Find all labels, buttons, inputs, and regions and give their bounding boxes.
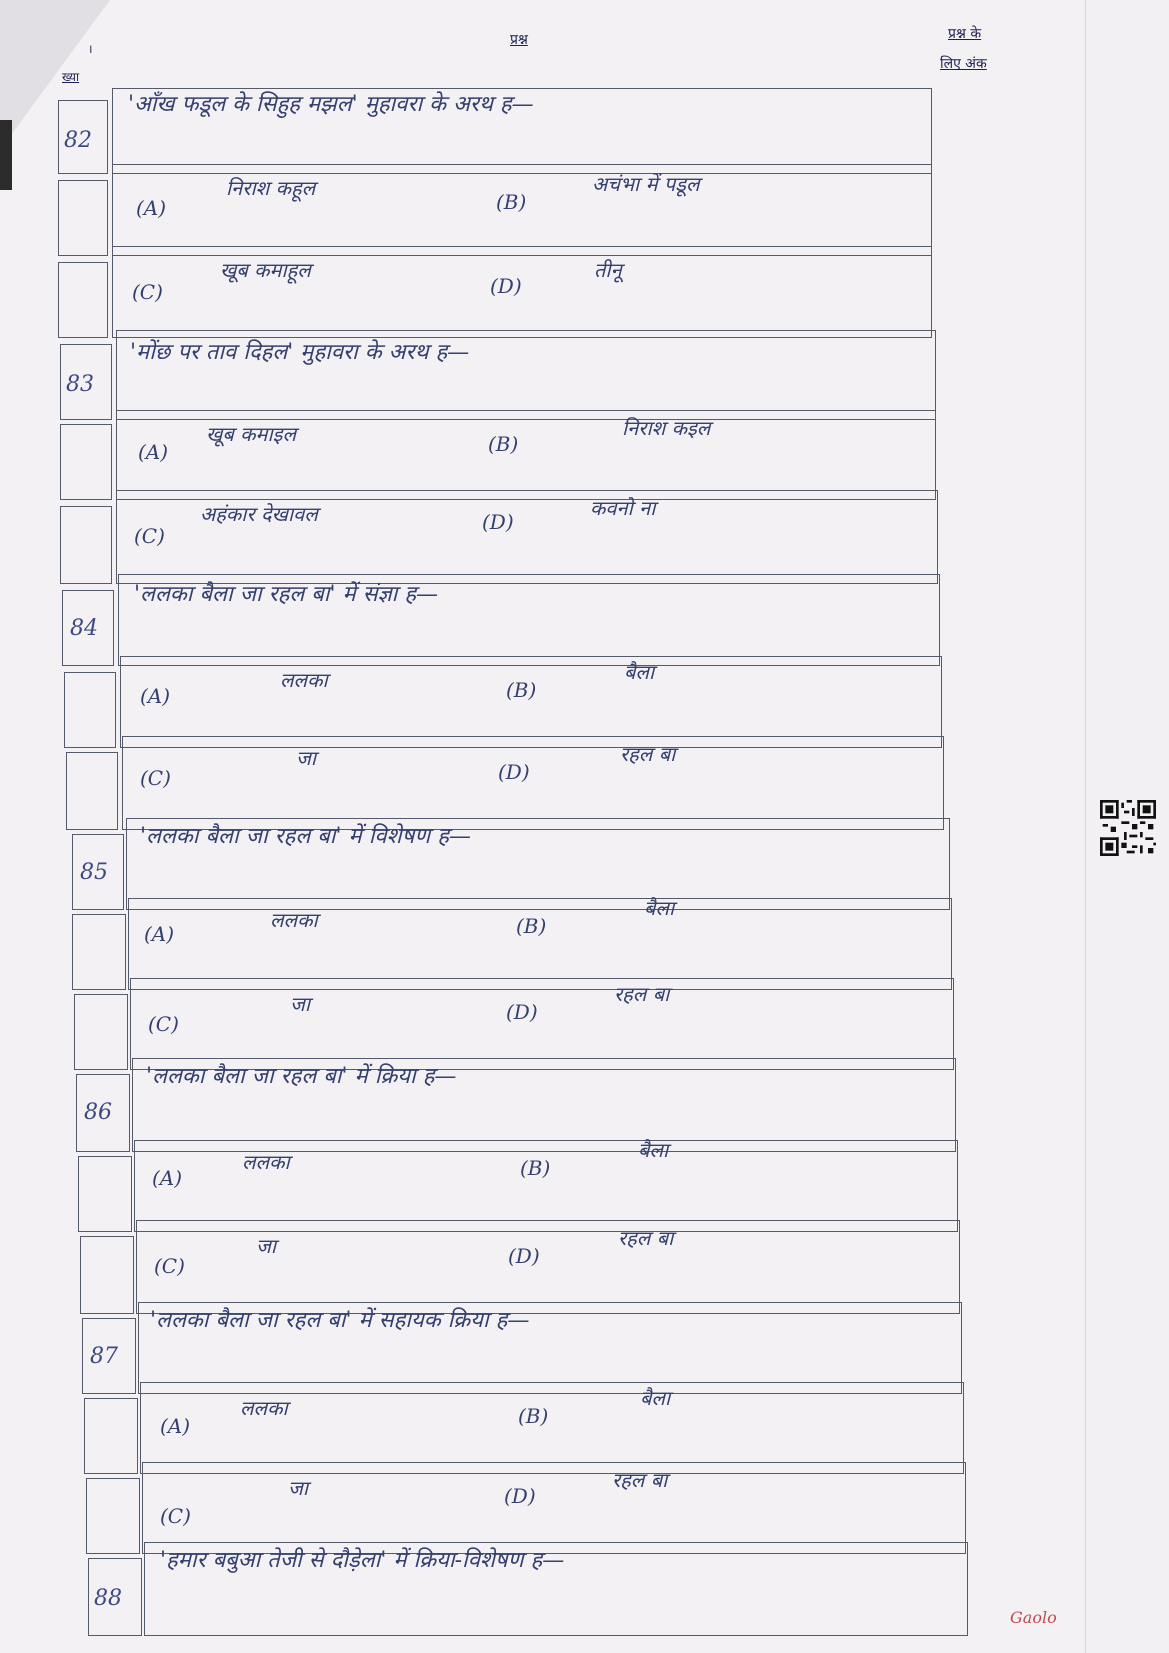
option-d-text: तीनू bbox=[594, 258, 622, 282]
option-d-text: कवनो ना bbox=[590, 496, 656, 520]
option-c-label: (C) bbox=[160, 1504, 191, 1528]
option-b-text: अचंभा में पडूल bbox=[592, 172, 700, 196]
option-line-box bbox=[122, 736, 944, 830]
option-line-box bbox=[128, 898, 952, 990]
option-b-label: (B) bbox=[518, 1404, 549, 1428]
header-left-mark: । bbox=[88, 42, 93, 56]
option-c-label: (C) bbox=[134, 524, 165, 548]
question-text: 'ललका बैला जा रहल बा' में क्रिया ह— bbox=[146, 1064, 457, 1089]
option-number-box bbox=[66, 752, 118, 830]
question-text: 'हमार बबुआ तेजी से दौड़ेला' में क्रिया-विशेषण ह— bbox=[160, 1548, 565, 1573]
option-b-text: बैला bbox=[640, 1386, 671, 1410]
option-b-label: (B) bbox=[496, 190, 527, 214]
option-number-box bbox=[64, 672, 116, 748]
option-d-label: (D) bbox=[508, 1244, 540, 1268]
option-d-label: (D) bbox=[504, 1484, 536, 1508]
option-number-box bbox=[84, 1398, 138, 1474]
option-b-label: (B) bbox=[516, 914, 547, 938]
option-number-box bbox=[60, 424, 112, 500]
option-line-box bbox=[130, 978, 954, 1070]
option-a-label: (A) bbox=[136, 196, 167, 220]
header-marks-label-line1: प्रश्न के bbox=[948, 26, 982, 42]
option-d-label: (D) bbox=[482, 510, 514, 534]
option-number-box bbox=[80, 1236, 134, 1314]
question-number: 82 bbox=[64, 128, 92, 153]
question-number: 84 bbox=[70, 616, 98, 641]
option-c-text: जा bbox=[288, 1476, 309, 1500]
option-line-box bbox=[120, 656, 942, 748]
option-c-text: जा bbox=[256, 1234, 277, 1258]
question-number: 86 bbox=[84, 1100, 112, 1125]
option-c-text: जा bbox=[290, 992, 311, 1016]
option-a-label: (A) bbox=[144, 922, 175, 946]
option-a-text: ललका bbox=[240, 1396, 288, 1420]
option-number-box bbox=[72, 914, 126, 990]
option-d-label: (D) bbox=[506, 1000, 538, 1024]
question-number: 87 bbox=[90, 1344, 118, 1369]
option-b-text: बैला bbox=[644, 896, 675, 920]
option-number-box bbox=[86, 1478, 140, 1554]
option-d-label: (D) bbox=[490, 274, 522, 298]
option-c-label: (C) bbox=[154, 1254, 185, 1278]
option-b-text: बैला bbox=[624, 660, 655, 684]
question-text: 'ललका बैला जा रहल बा' में विशेषण ह— bbox=[140, 824, 471, 849]
option-a-label: (A) bbox=[160, 1414, 191, 1438]
option-line-box bbox=[142, 1462, 966, 1554]
option-number-box bbox=[74, 994, 128, 1070]
option-number-box bbox=[58, 262, 108, 338]
option-d-text: रहल बा bbox=[618, 1226, 674, 1250]
question-text: 'ललका बैला जा रहल बा' में सहायक क्रिया ह— bbox=[150, 1308, 530, 1333]
option-b-text: बैला bbox=[638, 1138, 669, 1162]
question-text: 'आँख फडूल के सिहुह मझल' मुहावरा के अरथ ह— bbox=[128, 92, 534, 117]
option-c-text: अहंकार देखावल bbox=[200, 502, 318, 526]
question-text: 'ललका बैला जा रहल बा' में संज्ञा ह— bbox=[134, 582, 439, 607]
option-a-label: (A) bbox=[140, 684, 171, 708]
option-b-text: निराश कइल bbox=[622, 416, 711, 440]
option-c-label: (C) bbox=[148, 1012, 179, 1036]
option-c-label: (C) bbox=[132, 280, 163, 304]
option-number-box bbox=[78, 1156, 132, 1232]
option-a-text: ललका bbox=[242, 1150, 290, 1174]
option-c-text: जा bbox=[296, 746, 317, 770]
option-d-text: रहल बा bbox=[614, 982, 670, 1006]
option-b-label: (B) bbox=[506, 678, 537, 702]
option-b-label: (B) bbox=[488, 432, 519, 456]
option-d-label: (D) bbox=[498, 760, 530, 784]
header-number-label: ख्या bbox=[62, 70, 80, 84]
option-c-text: खूब कमाहूल bbox=[220, 258, 311, 282]
question-number: 83 bbox=[66, 372, 94, 397]
option-b-label: (B) bbox=[520, 1156, 551, 1180]
option-a-label: (A) bbox=[152, 1166, 183, 1190]
option-d-text: रहल बा bbox=[612, 1468, 668, 1492]
option-c-label: (C) bbox=[140, 766, 171, 790]
option-number-box bbox=[60, 506, 112, 584]
option-a-text: निराश कहूल bbox=[226, 176, 316, 200]
question-number: 85 bbox=[80, 860, 108, 885]
option-d-text: रहल बा bbox=[620, 742, 676, 766]
option-a-text: ललका bbox=[270, 908, 318, 932]
scan-edge-shadow bbox=[0, 120, 12, 190]
option-a-label: (A) bbox=[138, 440, 169, 464]
question-text: 'मोंछ पर ताव दिहल' मुहावरा के अरथ ह— bbox=[130, 340, 470, 365]
examiner-signature: Gaolo bbox=[1010, 1608, 1057, 1627]
option-number-box bbox=[58, 180, 108, 256]
header-question-label: प्रश्न bbox=[510, 32, 528, 48]
qr-code-icon bbox=[1100, 800, 1156, 856]
option-a-text: ललका bbox=[280, 668, 328, 692]
option-a-text: खूब कमाइल bbox=[206, 422, 297, 446]
question-number: 88 bbox=[94, 1586, 122, 1611]
header-marks-label-line2: लिए अंक bbox=[940, 56, 987, 72]
